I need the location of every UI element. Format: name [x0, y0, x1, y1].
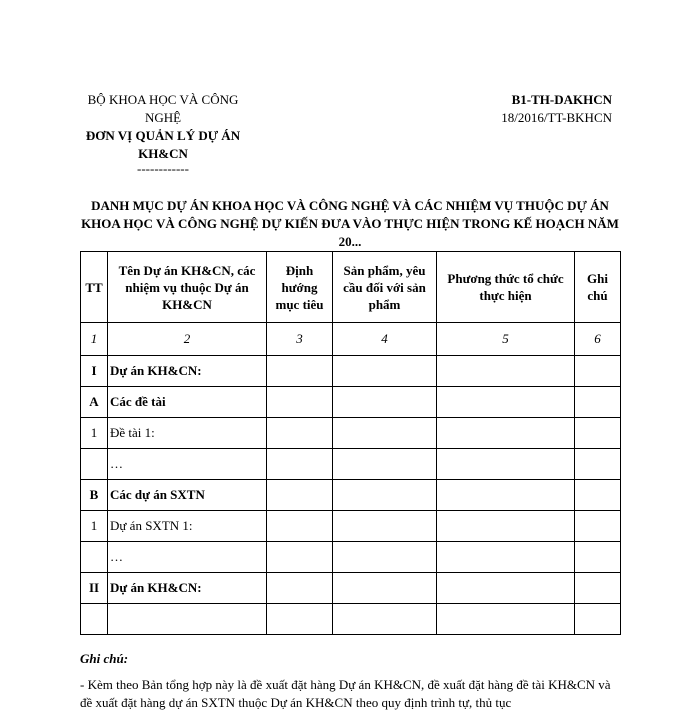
header-notes: Ghi chú — [575, 252, 621, 323]
row-cell — [267, 480, 333, 511]
row-cell — [437, 573, 575, 604]
row-cell — [267, 573, 333, 604]
row-cell — [333, 511, 437, 542]
row-cell — [575, 511, 621, 542]
row-cell — [575, 418, 621, 449]
header-tt: TT — [81, 252, 108, 323]
column-number: 2 — [108, 323, 267, 356]
row-name: Đề tài 1: — [108, 418, 267, 449]
column-number: 3 — [267, 323, 333, 356]
row-cell — [267, 542, 333, 573]
row-tt: B — [81, 480, 108, 511]
header-separator: ------------ — [137, 161, 189, 176]
header-implementation-method: Phương thức tổ chức thực hiện — [437, 252, 575, 323]
row-name: Các dự án SXTN — [108, 480, 267, 511]
row-cell — [267, 387, 333, 418]
table-row — [81, 449, 621, 480]
table-header-row — [81, 252, 621, 323]
form-code: B1-TH-DAKHCN — [511, 92, 612, 107]
issuing-unit-block — [70, 91, 256, 175]
header-goal-orientation: Định hướng mục tiêu — [267, 252, 333, 323]
row-name: Dự án KH&CN: — [108, 573, 267, 604]
row-cell — [333, 573, 437, 604]
row-tt: II — [81, 573, 108, 604]
row-cell — [267, 449, 333, 480]
row-cell — [267, 511, 333, 542]
row-cell — [437, 418, 575, 449]
row-cell — [575, 573, 621, 604]
column-number: 1 — [81, 323, 108, 356]
row-cell — [437, 511, 575, 542]
row-name: … — [108, 449, 267, 480]
row-name: Dự án SXTN 1: — [108, 511, 267, 542]
table-row — [81, 511, 621, 542]
row-cell — [575, 449, 621, 480]
row-cell — [437, 480, 575, 511]
row-cell — [333, 449, 437, 480]
row-cell — [575, 480, 621, 511]
row-cell — [333, 387, 437, 418]
column-number-row — [81, 323, 621, 356]
table-row — [81, 418, 621, 449]
column-number: 4 — [333, 323, 437, 356]
row-name — [108, 604, 267, 635]
row-tt: 1 — [81, 511, 108, 542]
ministry-name: BỘ KHOA HỌC VÀ CÔNG NGHỆ — [87, 92, 239, 125]
table-row — [81, 356, 621, 387]
document-title: DANH MỤC DỰ ÁN KHOA HỌC VÀ CÔNG NGHỆ VÀ CÁC NHIỆM VỤ THUỘC DỰ ÁN KHOA HỌC VÀ CÔNG NGHỆ DỰ KIẾN ĐƯA VÀO THỰC HIỆN TRONG KẾ HOẠCH NĂM 20... — [81, 198, 619, 249]
row-cell — [333, 480, 437, 511]
header-products: Sản phẩm, yêu cầu đối với sản phẩm — [333, 252, 437, 323]
note-text: - Kèm theo Bản tổng hợp này là đề xuất đặt hàng Dự án KH&CN, đề xuất đặt hàng đề tài KH&CN và đề xuất đặt hàng dự án SXTN thuộc Dự án KH&CN theo quy định trình tự, thủ tục — [80, 677, 611, 710]
form-reference-block — [501, 91, 612, 127]
row-name: Các đề tài — [108, 387, 267, 418]
row-cell — [575, 604, 621, 635]
row-cell — [333, 542, 437, 573]
row-cell — [575, 387, 621, 418]
row-cell — [437, 356, 575, 387]
table-row — [81, 480, 621, 511]
column-number: 6 — [575, 323, 621, 356]
row-name: … — [108, 542, 267, 573]
row-cell — [333, 356, 437, 387]
row-name: Dự án KH&CN: — [108, 356, 267, 387]
row-tt: 1 — [81, 418, 108, 449]
row-tt: A — [81, 387, 108, 418]
row-cell — [333, 418, 437, 449]
row-cell — [575, 542, 621, 573]
notes-heading: Ghi chú: — [80, 651, 129, 666]
row-tt — [81, 604, 108, 635]
row-cell — [267, 418, 333, 449]
row-cell — [333, 604, 437, 635]
row-cell — [437, 449, 575, 480]
table-row — [81, 542, 621, 573]
project-list-table — [80, 251, 621, 635]
row-tt — [81, 542, 108, 573]
row-cell — [575, 356, 621, 387]
column-number: 5 — [437, 323, 575, 356]
row-cell — [437, 387, 575, 418]
project-unit-name: ĐƠN VỊ QUẢN LÝ DỰ ÁN KH&CN — [85, 128, 241, 161]
circular-number: 18/2016/TT-BKHCN — [501, 110, 612, 125]
table-row — [81, 604, 621, 635]
row-cell — [267, 604, 333, 635]
header-project-name: Tên Dự án KH&CN, các nhiệm vụ thuộc Dự án KH&CN — [108, 252, 267, 323]
table-row — [81, 573, 621, 604]
row-cell — [267, 356, 333, 387]
table-row — [81, 387, 621, 418]
row-cell — [437, 604, 575, 635]
row-tt: I — [81, 356, 108, 387]
row-tt — [81, 449, 108, 480]
row-cell — [437, 542, 575, 573]
